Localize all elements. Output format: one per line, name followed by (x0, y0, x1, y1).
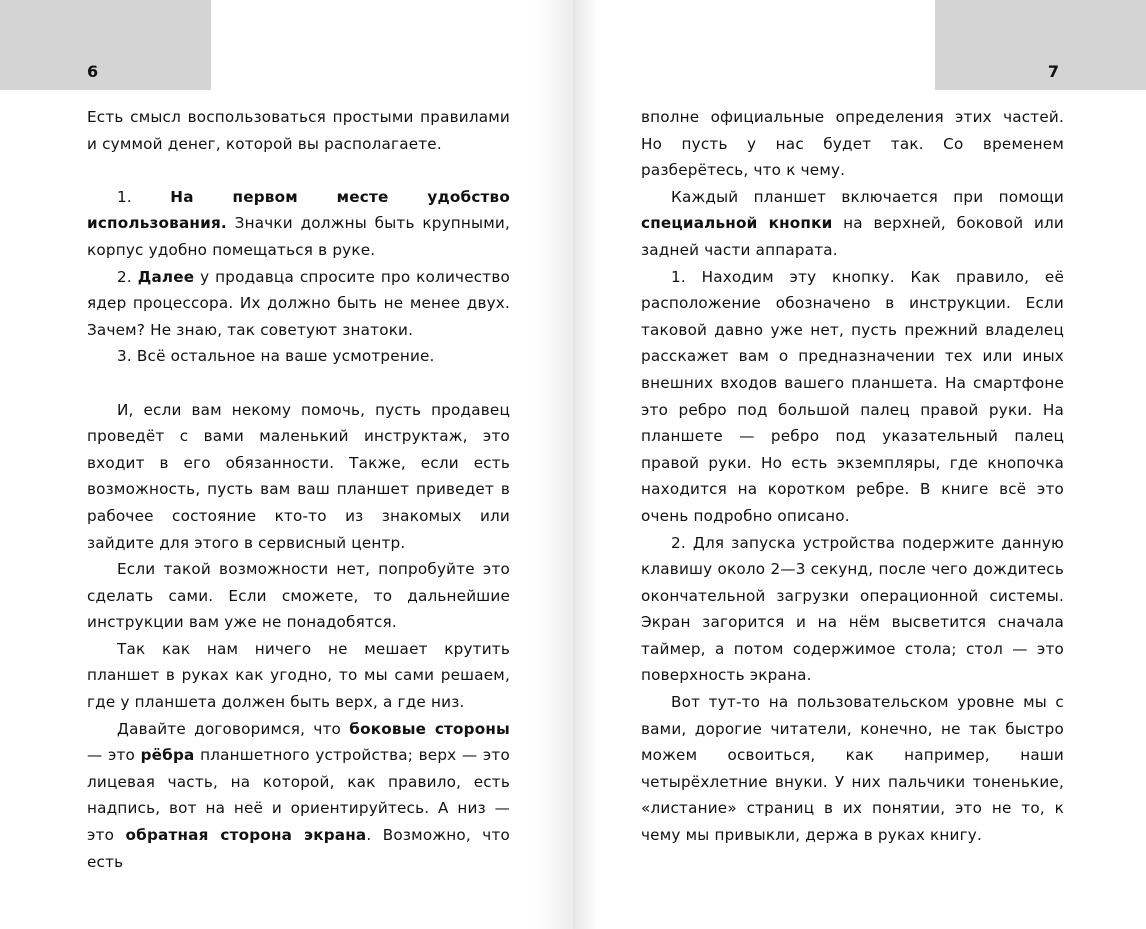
right-page (573, 0, 1146, 929)
left-page-text (87, 104, 510, 875)
bold-phrase: На первом месте удобство использования. (87, 187, 511, 233)
gutter-shadow (573, 0, 597, 929)
gutter-shadow (533, 0, 573, 929)
paragraph: Каждый планшет включается при помощи специальной кнопки на верхней, боковой или задней части аппарата. (641, 187, 1064, 259)
paragraph: 2. Для запуска устройства подержите данную клавишу около 2—3 секунд, после чего дождитесь окончательной загрузки операционной системы. Экран загорится и на нём высветится сначала таймер, а потом содержимое стола; стол — это поверхность экрана. (641, 533, 1064, 685)
paragraph: 1. На первом месте удобство использования. Значки должны быть крупными, корпус удобно помещаться в руке. (87, 187, 511, 259)
paragraph: 3. Всё остальное на ваше усмотрение. (117, 347, 435, 366)
bold-phrase: боковые стороны (349, 719, 510, 738)
paragraph: Есть смысл воспользоваться простыми правилами и суммой денег, которой вы располагаете. (87, 108, 510, 153)
page-number-tab (0, 0, 211, 90)
bold-phrase: Далее (137, 267, 195, 286)
paragraph: Если такой возможности нет, попробуйте это сделать сами. Если сможете, то дальнейшие инструкции вам уже не понадобятся. (87, 560, 510, 632)
right-page-text (641, 104, 1064, 849)
page-number: 7 (1047, 62, 1059, 81)
page-number-tab (935, 0, 1146, 90)
paragraph: Вот тут-то на пользовательском уровне мы с вами, дорогие читатели, конечно, не так быстро можем освоиться, как например, наши четырёхлетние внуки. У них пальчики тоненькие, «листание» страниц в их понятии, это не то, к чему мы привыкли, держа в руках книгу. (641, 693, 1064, 845)
paragraph: вполне официальные определения этих частей. Но пусть у нас будет так. Со временем разберётесь, что к чему. (641, 108, 1064, 180)
paragraph: Так как нам ничего не мешает крутить планшет в руках как угодно, то мы сами решаем, где у планшета должен быть верх, а где низ. (87, 639, 510, 712)
paragraph: 1. Находим эту кнопку. Как правило, её расположение обозначено в инструкции. Если таковой давно уже нет, пусть прежний владелец расскажет вам о предназначении тех или иных внешних входов вашего планшета. На смартфоне это ребро под большой палец правой руки. На планшете — ребро под указательный палец правой руки. Но есть экземпляры, где кнопочка находится на коротком ребре. В книге всё это очень подробно описано. (641, 267, 1064, 525)
paragraph: 2. Далее у продавца спросите про количество ядер процессора. Их должно быть не менее двух. Зачем? Не знаю, так советуют знатоки. (87, 267, 510, 339)
paragraph: И, если вам некому помочь, пусть продавец проведёт с вами маленький инструктаж, это входит в его обязанности. Также, если есть возможность, пусть вам ваш планшет приведет в рабочее состояние кто-то из знакомых или зайдите для этого в сервисный центр. (87, 400, 510, 552)
bold-phrase: рёбра (140, 746, 195, 765)
bold-phrase: специальной кнопки (641, 214, 833, 233)
paragraph: Давайте договоримся, что боковые стороны — это рёбра планшетного устройства; верх — это лицевая часть, на которой, как правило, есть надпись, вот на неё и ориентируйтесь. А низ — это обратная сторона экрана. Возможно, что есть (87, 719, 510, 871)
bold-phrase: обратная сторона экрана (125, 826, 367, 845)
page-number: 6 (87, 62, 99, 81)
